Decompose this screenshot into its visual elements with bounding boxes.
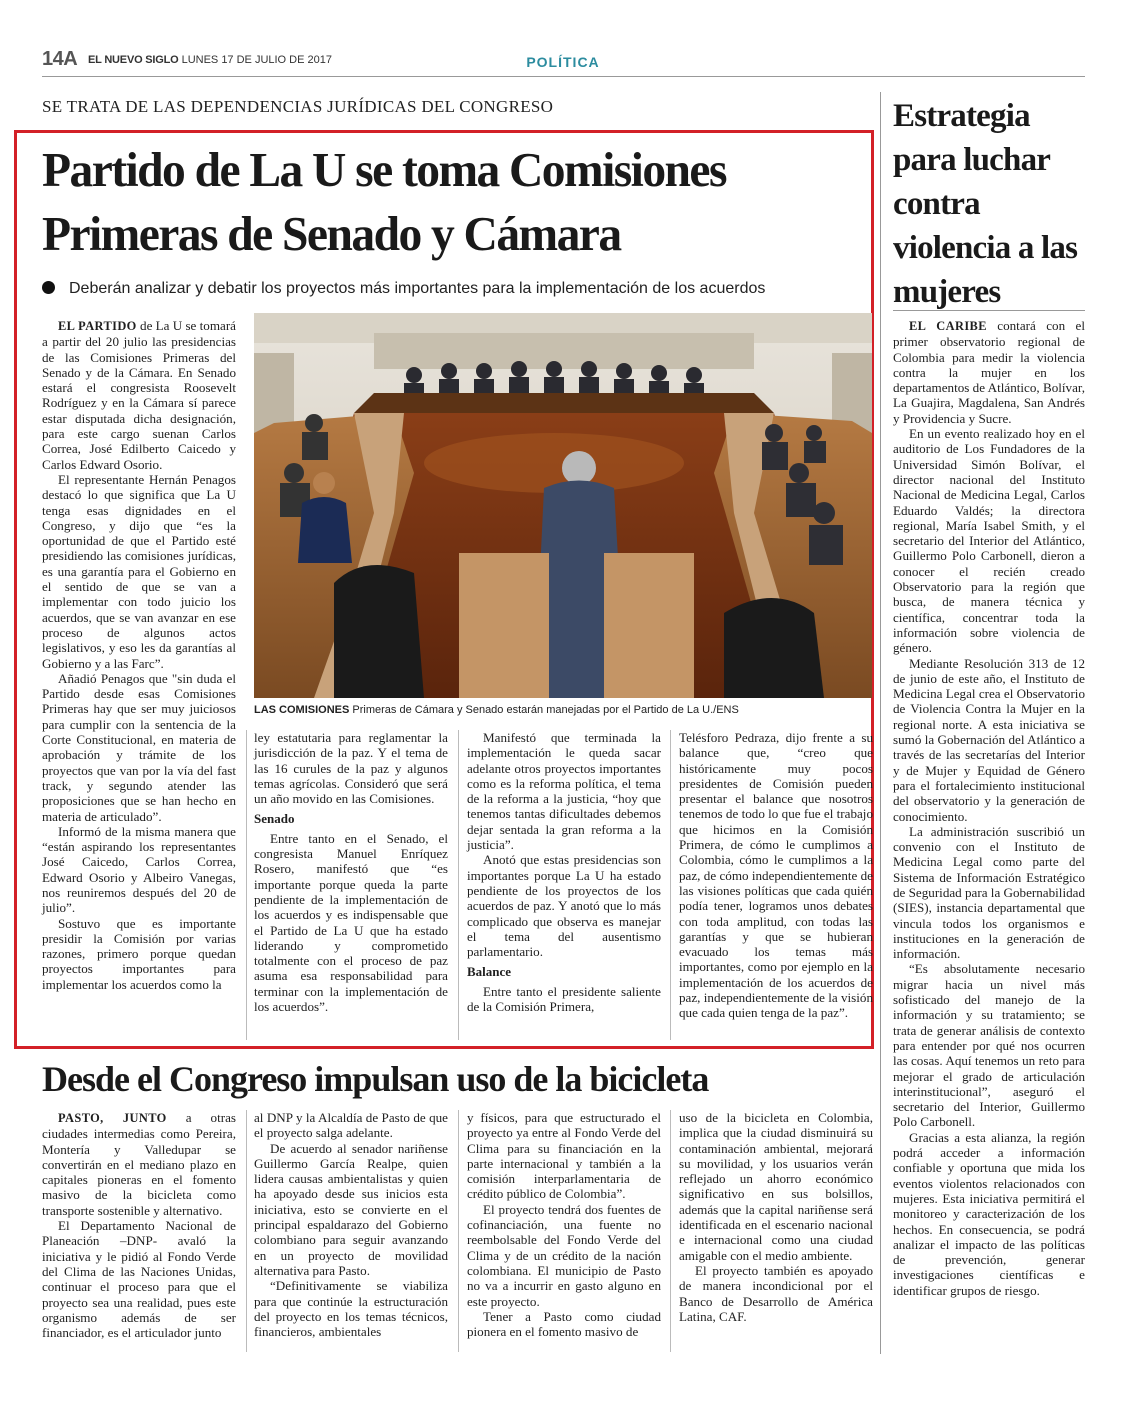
paragraph: “Definitivamente se viabiliza para que continúe la estructuración del proyecto en los temas técnicos, financieros, ambientales xyxy=(254,1278,448,1340)
paragraph: Gracias a esta alianza, la región podrá acceder a información confiable y oportuna que mida los eventos violentos relacionados con mujeres. Esta iniciativa permitirá el monitoreo y caracterización de los hechos. En consecuencia, se podrá analizar el impacto de las políticas de prevención, generar investigaciones científicas e identificar grupos de riesgo. xyxy=(893,1129,1085,1298)
bici-column-2 xyxy=(254,1110,448,1339)
sidebar-column xyxy=(893,318,1085,1298)
paragraph: ley estatutaria para reglamentar la jurisdicción de la paz. Y el tema de las 16 curules de la paz y algunos temas agrícolas. Consideró que será un año movido en las Comisiones. xyxy=(254,730,448,807)
newspaper-name: EL NUEVO SIGLO xyxy=(88,54,179,66)
sidebar-divider xyxy=(880,92,881,1354)
column-divider xyxy=(670,730,671,1040)
main-headline-line1: Partido de La U se toma Comisiones xyxy=(42,142,726,197)
committee-room-illustration xyxy=(254,313,872,698)
bici-headline: Desde el Congreso impulsan uso de la bicicleta xyxy=(42,1059,709,1099)
main-column-4 xyxy=(679,730,873,1021)
main-headline xyxy=(42,138,847,266)
bullet-icon xyxy=(42,281,55,294)
bici-column-3 xyxy=(467,1110,661,1339)
section-subhead: Balance xyxy=(467,964,512,980)
photo-caption xyxy=(254,704,872,716)
paragraph: “Es absolutamente necesario migrar hacia un nivel más sofisticado del manejo de la información y su tratamiento; se trata de generar análisis de contexto para entender por qué nos ocurren las cosas. Aquí tenemos un reto para mejorar el grado de articulación interinstitucional”, aseguró el secretario del Interior, Guillermo Polo Carbonell. xyxy=(893,961,1085,1130)
main-column-3 xyxy=(467,730,661,1014)
paragraph: Tener a Pasto como ciudad pionera en el fomento masivo de xyxy=(467,1308,661,1340)
section-subhead: Senado xyxy=(254,811,295,827)
paragraph: El proyecto también es apoyado de manera incondicional por el Banco de Desarrollo de América Latina, CAF. xyxy=(679,1262,873,1324)
subhead-text: Deberán analizar y debatir los proyectos más importantes para la implementación de los acuerdos xyxy=(69,280,766,297)
caption-lead: LAS COMISIONES xyxy=(254,704,350,716)
column-divider xyxy=(458,1110,459,1352)
paragraph: Informó de la misma manera que “están aspirando los representantes José Caicedo, Carlos Correa, Edward Osorio y Albeiro Vanegas, nos reuniremos después del 20 de julio”. xyxy=(42,823,236,916)
paragraph: Anotó que estas presidencias son importantes porque La U ha estado pendiente de los proyectos de los acuerdos de paz. Y anotó que lo más complicado que observa es manejar el tema del ausentismo parlamentario. xyxy=(467,852,661,960)
paragraph: al DNP y la Alcaldía de Pasto de que el proyecto salga adelante. xyxy=(254,1110,448,1141)
sidebar-headline: Estrategia para luchar contra violencia a las mujeres xyxy=(893,98,1078,310)
main-subhead xyxy=(42,280,765,298)
column-divider xyxy=(246,1110,247,1352)
paragraph: contará con el primer observatorio regional de Colombia para medir la violencia contra la mujer en los departamentos de Atlántico, Bolívar, La Guajira, Magdalena, San Andrés y Providencia y Sucre. xyxy=(893,318,1085,426)
issue-date: LUNES 17 DE JULIO DE 2017 xyxy=(181,54,332,66)
paragraph: Añadió Penagos que "sin duda el Partido desde esas Comisiones Primeras hay que ser muy juiciosos para cumplir con la sentencia de la Corte Constitucional, en materia de aprobación y trámite de los proyectos que van por la vía del fast track, y segundo atender las proposiciones que se han hecho en materia de articulado”. xyxy=(42,670,236,824)
story-kicker: SE TRATA DE LAS DEPENDENCIAS JURÍDICAS DEL CONGRESO xyxy=(42,97,554,116)
sidebar-rule xyxy=(893,310,1085,311)
paragraph: de La U se tomará a partir del 20 julio las presidencias de las Comisiones Primeras del Senado y de la Cámara. En Senado estará el congresista Roosevelt Rodríguez y en la Cámara sí parece estar disputada dicha designación, para este cargo suenan Carlos Correa, José Edilberto Caicedo y Carlos Edward Osorio. xyxy=(42,318,236,472)
page-number: 14A xyxy=(42,48,78,70)
lead-word: EL CARIBE xyxy=(909,319,987,333)
section-label: POLÍTICA xyxy=(526,54,600,70)
caption-text: Primeras de Cámara y Senado estarán manejadas por el Partido de La U./ENS xyxy=(352,704,739,716)
column-divider xyxy=(670,1110,671,1352)
paragraph: Entre tanto el presidente saliente de la Comisión Primera, xyxy=(467,983,661,1015)
paragraph: El proyecto tendrá dos fuentes de cofinanciación, una fuente no reembolsable del Fondo Verde del Clima y de un crédito de la nación colombiana. El municipio de Pasto no va a incurrir en gasto alguno en este proyecto. xyxy=(467,1201,661,1309)
main-column-2 xyxy=(254,730,448,1014)
lead-word: PASTO, JUNTO xyxy=(58,1111,167,1125)
main-column-1 xyxy=(42,318,236,992)
paragraph: Mediante Resolución 313 de 12 de junio de este año, el Instituto de Medicina Legal crea el Observatorio de Violencia Contra la Mujer en la regional norte. A esta iniciativa se sumó la Gobernación del Atlántico a través de las secretarías del Interior y de Mujer y Equidad de Género para el fortalecimiento institucional del observatorio y la generación de conocimiento. xyxy=(893,655,1085,824)
paragraph: De acuerdo al senador nariñense Guillermo García Realpe, quien lidera causas ambientalistas y quien ha apoyado desde sus inicios esta iniciativa, esto se convierte en el principal espaldarazo del Gobierno colombiano para seguir avanzando en un proyecto de movilidad alternativa para Pasto. xyxy=(254,1140,448,1278)
paragraph: En un evento realizado hoy en el auditorio de Los Fundadores de la Universidad Simón Bolívar, el director nacional del Instituto Nacional de Medicina Legal, Carlos Eduardo Valdés; la directora regional, María Isabel Smith, y el secretario del Interior del Atlántico, Guillermo Polo Carbonell, dieron a conocer el recién creado Observatorio para la región que busca, de manera técnica y científica, concentrar toda la información sobre violencia de género. xyxy=(893,426,1085,656)
bici-column-1 xyxy=(42,1110,236,1340)
newspaper-dateline xyxy=(88,54,332,66)
paragraph: Entre tanto en el Senado, el congresista Manuel Enríquez Rosero, manifestó que “es importante porque queda la parte pendiente de la implementación de los acuerdos y es indispensable que el Partido de La U que ha estado liderando y comprometido totalmente con el proceso de paz asuma esa responsabilidad para terminar con la implementación de los acuerdos”. xyxy=(254,830,448,1015)
paragraph: Manifestó que terminada la implementación le queda sacar adelante otros proyectos importantes como es la reforma política, el tema de la reforma a la justicia, “hoy que tenemos tantas dificultades debemos dejar sentada la gran reforma a la justicia”. xyxy=(467,730,661,853)
column-divider xyxy=(246,730,247,1040)
main-headline-line2: Primeras de Senado y Cámara xyxy=(42,206,621,261)
committee-photo xyxy=(254,313,872,698)
paragraph: y físicos, para que estructurado el proyecto ya entre al Fondo Verde del Clima para su financiación en la parte internacional y también a la comisión interparlamentaria de crédito público de Colombia”. xyxy=(467,1110,661,1202)
bici-column-4 xyxy=(679,1110,873,1324)
header-rule xyxy=(42,76,1085,77)
paragraph: La administración suscribió un convenio con el Instituto de Medicina Legal como parte del Sistema de Información Estratégico de Seguridad para la Gobernabilidad (SIES), instancia departamental que vincula todos los organismos e instituciones en la generación de información. xyxy=(893,823,1085,962)
paragraph: El representante Hernán Penagos destacó lo que significa que La U tenga esas dignidades en el Congreso, y dijo que “es la oportunidad de que el Partido esté presidiendo las comisiones jurídicas, es una garantía para el Gobierno en el sentido de que se van a implementar con todo juicio los acuerdos, que se van avanzar en ese proceso de algunos actos legislativos, y eso les da garantías al Gobierno y a las Farc”. xyxy=(42,471,236,671)
paragraph: uso de la bicicleta en Colombia, implica que la ciudad disminuirá su contaminación ambiental, mejorará su movilidad, y los usuarios verán reflejado un ahorro económico significativo en sus bolsillos, además que la capital nariñense será identificada en el escenario nacional e internacional como una ciudad amigable con el medio ambiente. xyxy=(679,1110,873,1263)
paragraph: Sostuvo que es importante presidir la Comisión por varias razones, primero porque quedan proyectos importantes para implementar los acuerdos como la xyxy=(42,915,236,992)
lead-word: EL PARTIDO xyxy=(58,319,137,333)
column-divider xyxy=(458,730,459,1040)
paragraph: a otras ciudades intermedias como Pereira, Montería y Valledupar se convertirán en el mediano plazo en capitales pioneras en el fomento masivo de la bicicleta como transporte sostenible y alternativo. xyxy=(42,1110,237,1218)
paragraph: El Departamento Nacional de Planeación –DNP- avaló la iniciativa y le pidió al Fondo Verde del Clima de las Naciones Unidas, continuar el proceso para que el proyecto sea una realidad, pues este organismo además de ser financiador, es el articulador junto xyxy=(42,1218,236,1341)
paragraph: Telésforo Pedraza, dijo frente a su balance que, “creo que históricamente muy pocos presidentes de Comisión pueden presentar el balance que nosotros tenemos de todo lo que fue el trabajo que hicimos en la Comisión Primera, de cómo le cumplimos a Colombia, cómo le cumplimos a la paz, de cómo independientemente de las visiones políticas que cada quién podía tener, logramos unos debates con toda amplitud, con todas las garantías y que se hubieran evacuado los temas más importantes, como por ejemplo en la implementación de los acuerdos de paz, independientemente de la visión que cada quien tenga de la paz”. xyxy=(679,730,873,1021)
